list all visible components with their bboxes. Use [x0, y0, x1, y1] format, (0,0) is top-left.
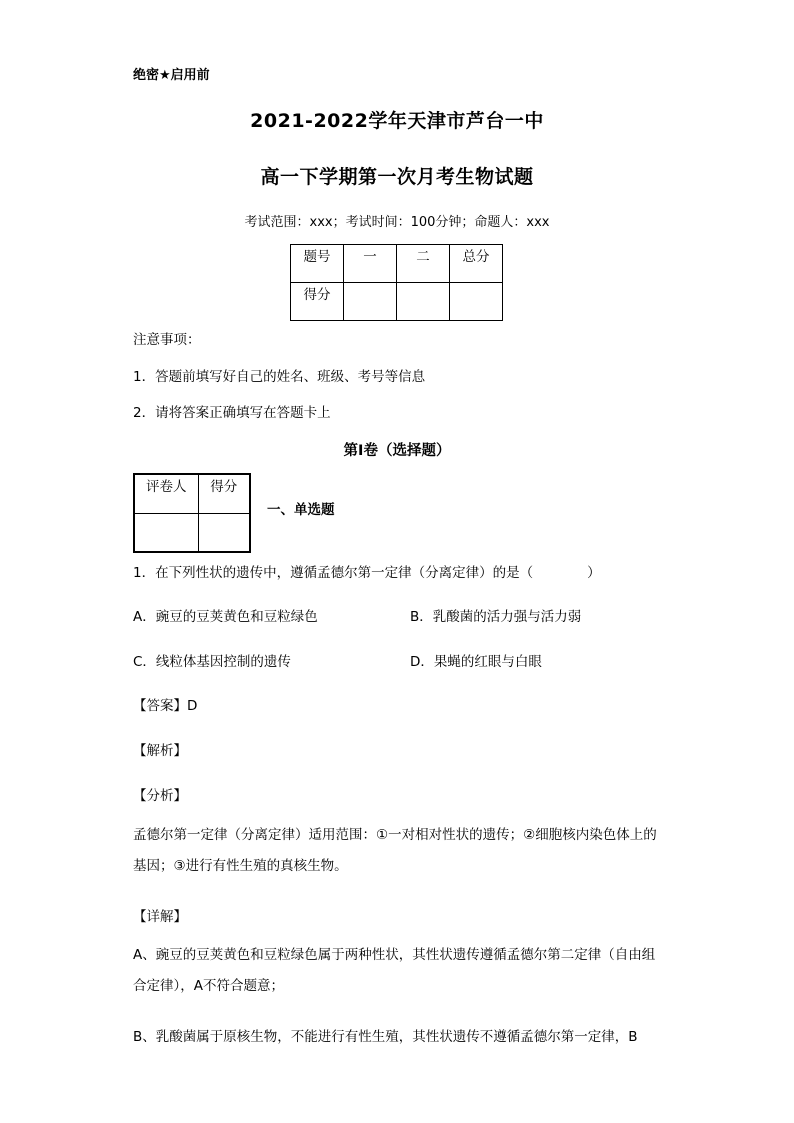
secret-mark: 绝密★启用前 [133, 68, 210, 83]
section-title: 第I卷（选择题） [343, 443, 451, 459]
answer-label: 【答案】D [133, 698, 198, 714]
score-header-total: 总分 [450, 245, 503, 283]
notes-title: 注意事项： [133, 332, 201, 348]
grader-input-row [134, 513, 250, 552]
detail-heading: 【详解】 [133, 909, 187, 925]
score-table [290, 244, 503, 321]
fenxi-text: 孟德尔第一定律（分离定律）适用范围：①一对相对性状的遗传；②细胞核内染色体上的基因；③进行有性生殖的真核生物。 [133, 827, 657, 874]
option-b[interactable]: B．乳酸菌的活力强与活力弱 [410, 609, 582, 625]
score-table-score-row [291, 283, 503, 321]
grader-header-row [134, 474, 250, 513]
grader-name-cell[interactable] [134, 513, 198, 552]
score-table-header-row [291, 245, 503, 283]
score-header-question-no: 题号 [291, 245, 344, 283]
option-a[interactable]: A．豌豆的豆荚黄色和豆粒绿色 [133, 609, 318, 625]
score-header-part2: 二 [397, 245, 450, 283]
question-stem: 1．在下列性状的遗传中，遵循孟德尔第一定律（分离定律）的是（ ） [133, 565, 601, 581]
exam-info: 考试范围：xxx；考试时间：100分钟；命题人：xxx [244, 215, 550, 230]
notes-item-1: 1．答题前填写好自己的姓名、班级、考号等信息 [133, 369, 426, 385]
grader-table [133, 473, 251, 553]
detail-b: B、乳酸菌属于原核生物，不能进行有性生殖，其性状遗传不遵循孟德尔第一定律，B [133, 1029, 638, 1045]
detail-a: A、豌豆的豆荚黄色和豆粒绿色属于两种性状，其性状遗传遵循孟德尔第二定律（自由组合定律），A不符合题意； [133, 947, 656, 994]
option-d[interactable]: D．果蝇的红眼与白眼 [410, 654, 542, 670]
score-cell-part2[interactable] [397, 283, 450, 321]
grader-header-score: 得分 [198, 474, 250, 513]
score-cell-part1[interactable] [344, 283, 397, 321]
exam-title-line2: 高一下学期第一次月考生物试题 [260, 166, 534, 188]
notes-item-2: 2．请将答案正确填写在答题卡上 [133, 405, 331, 421]
part-title: 一、单选题 [267, 502, 335, 518]
score-row-label: 得分 [291, 283, 344, 321]
exam-title-line1: 2021-2022学年天津市芦台一中 [250, 110, 544, 132]
grader-header-grader: 评卷人 [134, 474, 198, 513]
analysis-heading: 【解析】 [133, 743, 187, 759]
option-c[interactable]: C．线粒体基因控制的遗传 [133, 654, 291, 670]
grader-score-cell[interactable] [198, 513, 250, 552]
fenxi-heading: 【分析】 [133, 788, 187, 804]
score-cell-total[interactable] [450, 283, 503, 321]
score-header-part1: 一 [344, 245, 397, 283]
